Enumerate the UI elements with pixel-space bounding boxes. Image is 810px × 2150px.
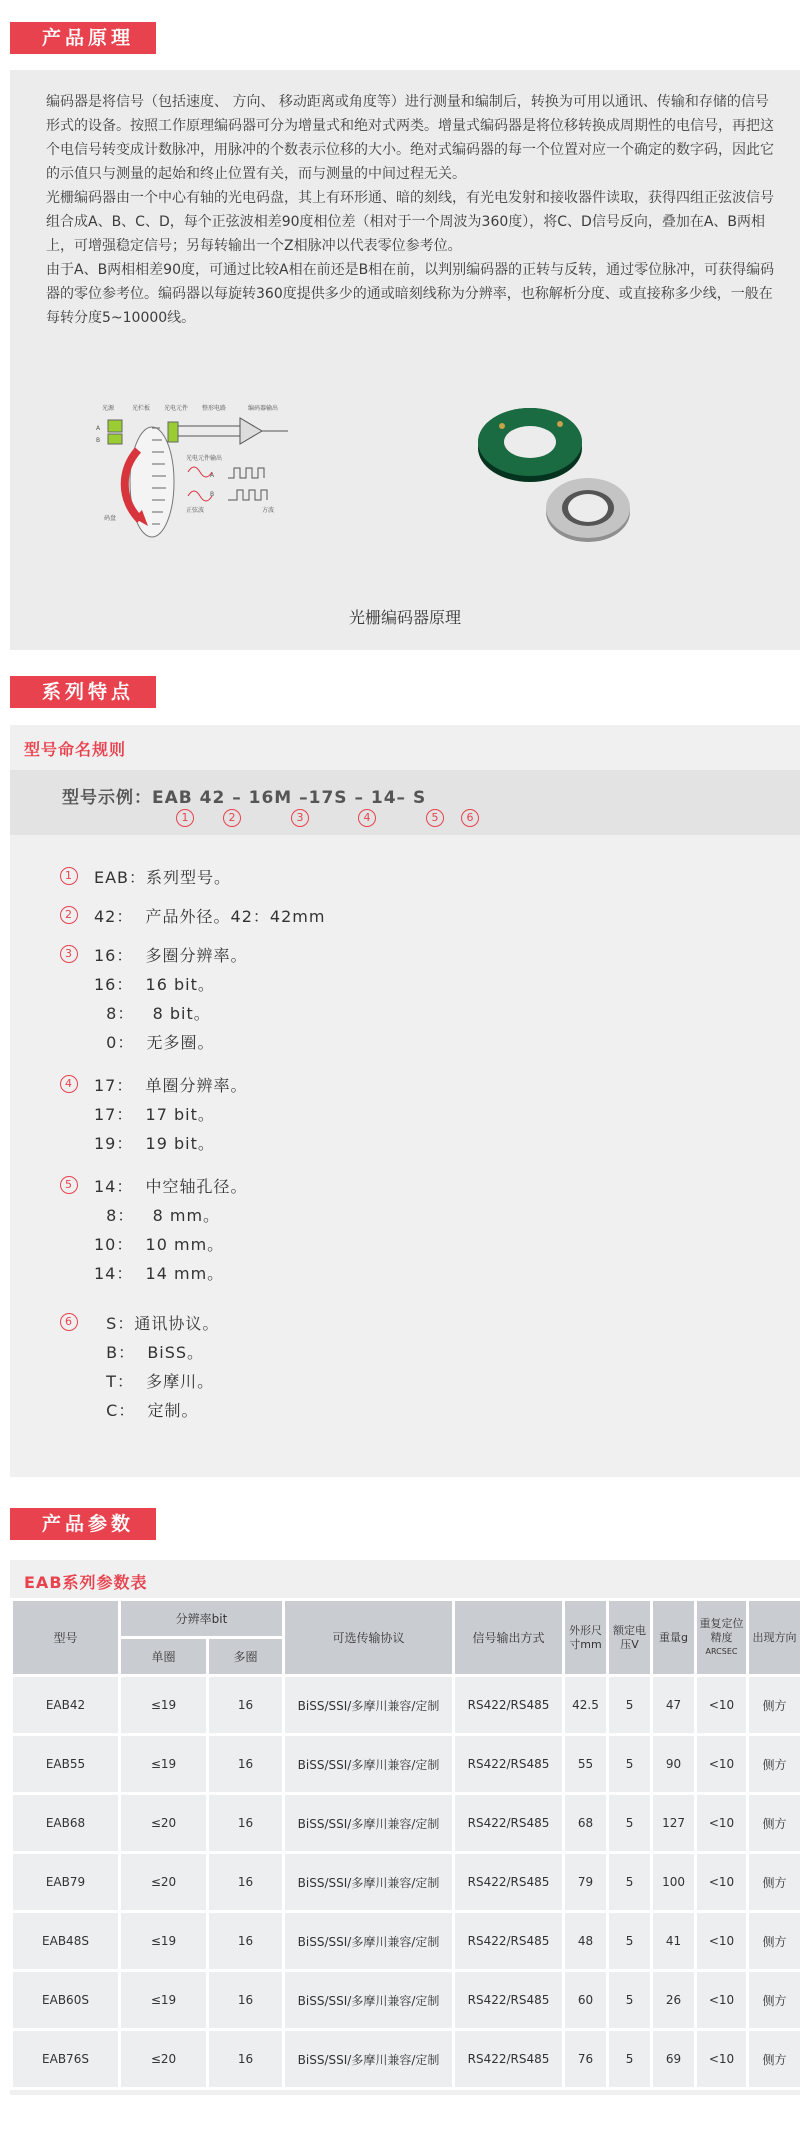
cell-weight: 26: [652, 1971, 696, 2030]
cell-single: ≤19: [120, 1912, 208, 1971]
cell-signal: RS422/RS485: [454, 1853, 564, 1912]
diagram-label: 光电元件输出: [186, 455, 223, 462]
rule-text: 10： 10 mm。: [94, 1235, 225, 1254]
diagram-label: B: [210, 491, 215, 498]
diagram-label: 正弦波: [186, 507, 205, 514]
header-size: 外形尺寸mm: [564, 1600, 608, 1676]
diagram-label: A: [210, 472, 215, 479]
rule-mark: 4: [60, 1075, 78, 1093]
cell-voltage: 5: [608, 1794, 652, 1853]
params-table-body: [12, 1676, 802, 2089]
cell-accuracy: <10: [696, 1912, 748, 1971]
cell-size: 48: [564, 1912, 608, 1971]
rule-mark: 3: [60, 945, 78, 963]
section-heading-principle: 产品原理: [10, 22, 156, 54]
table-row: [12, 1676, 802, 1735]
naming-rule-title: 型号命名规则: [24, 740, 127, 759]
example-code: EAB 42 – 16M –17S – 14– S: [152, 788, 427, 808]
table-row: [12, 2030, 802, 2089]
square-wave: [228, 490, 267, 500]
rule-text: C： 定制。: [94, 1401, 199, 1420]
diagram-label: 整形电路: [202, 405, 227, 412]
cell-model: EAB60S: [12, 1971, 120, 2030]
cell-direction: 侧方: [748, 2030, 802, 2089]
rule-text: 16： 多圈分辨率。: [94, 946, 248, 965]
rule-text: 14： 中空轴孔径。: [94, 1177, 248, 1196]
diagram-label: A: [96, 425, 101, 432]
header-resolution: 分辨率bit: [120, 1600, 284, 1638]
rule-text: 17： 17 bit。: [94, 1105, 215, 1124]
cell-size: 68: [564, 1794, 608, 1853]
rule-text: 14： 14 mm。: [94, 1264, 225, 1283]
cell-signal: RS422/RS485: [454, 2030, 564, 2089]
cell-weight: 127: [652, 1794, 696, 1853]
section-heading-features: 系列特点: [10, 676, 156, 708]
cell-model: EAB48S: [12, 1912, 120, 1971]
header-single: 单圈: [120, 1638, 208, 1676]
cell-voltage: 5: [608, 1735, 652, 1794]
cell-voltage: 5: [608, 1971, 652, 2030]
example-mark: 1: [176, 809, 194, 827]
example-mark: 4: [358, 809, 376, 827]
sine-wave: [188, 467, 212, 477]
diagram-label: 光电元件: [164, 405, 189, 412]
cell-model: EAB76S: [12, 2030, 120, 2089]
diagram-label: 编码器输出: [248, 405, 279, 412]
cell-protocol: BiSS/SSI/多摩川兼容/定制: [284, 2030, 454, 2089]
cell-size: 79: [564, 1853, 608, 1912]
principle-text: [46, 90, 776, 330]
rule-text: T： 多摩川。: [94, 1372, 215, 1391]
params-table-title: EAB系列参数表: [24, 1573, 148, 1592]
cell-multi: 16: [208, 1735, 284, 1794]
cell-weight: 41: [652, 1912, 696, 1971]
cell-multi: 16: [208, 1853, 284, 1912]
cell-signal: RS422/RS485: [454, 1676, 564, 1735]
cell-weight: 69: [652, 2030, 696, 2089]
rule-text: B： BiSS。: [94, 1343, 205, 1362]
table-row: [12, 1971, 802, 2030]
table-row: [12, 1912, 802, 1971]
cell-protocol: BiSS/SSI/多摩川兼容/定制: [284, 1735, 454, 1794]
cell-protocol: BiSS/SSI/多摩川兼容/定制: [284, 1794, 454, 1853]
cell-multi: 16: [208, 1971, 284, 2030]
rule-mark: 6: [60, 1313, 78, 1331]
cell-accuracy: <10: [696, 1794, 748, 1853]
rule-text: EAB：系列型号。: [94, 868, 232, 887]
model-example: [62, 783, 426, 808]
header-accuracy-unit: ARCSEC: [705, 1646, 738, 1656]
table-row: [12, 1735, 802, 1794]
cell-protocol: BiSS/SSI/多摩川兼容/定制: [284, 1676, 454, 1735]
cell-accuracy: <10: [696, 1971, 748, 2030]
params-panel: [10, 1560, 800, 2095]
example-mark: 2: [223, 809, 241, 827]
header-model: 型号: [12, 1600, 120, 1676]
cell-size: 60: [564, 1971, 608, 2030]
cell-accuracy: <10: [696, 1735, 748, 1794]
cell-model: EAB79: [12, 1853, 120, 1912]
header-signal: 信号输出方式: [454, 1600, 564, 1676]
cell-single: ≤19: [120, 1971, 208, 2030]
rule-mark: 5: [60, 1176, 78, 1194]
principle-paragraph: 光栅编码器由一个中心有轴的光电码盘，其上有环形通、暗的刻线，有光电发射和接收器件读取，获得四组正弦波信号组合成A、B、C、D，每个正弦波相差90度相位差（相对于一个周波为360度），将C、D信号反向，叠加在A、B两相上，可增强稳定信号；另每转输出一个Z相脉冲以代表零位参考位。: [46, 190, 774, 254]
cell-direction: 侧方: [748, 1971, 802, 2030]
diagram-label: 光栏板: [132, 405, 151, 412]
rule-text: 16： 16 bit。: [94, 975, 215, 994]
cell-weight: 90: [652, 1735, 696, 1794]
cell-signal: RS422/RS485: [454, 1971, 564, 2030]
sine-wave: [188, 491, 215, 501]
cell-accuracy: <10: [696, 2030, 748, 2089]
cell-single: ≤20: [120, 1794, 208, 1853]
shaping-circuit: [240, 418, 262, 444]
cell-model: EAB55: [12, 1735, 120, 1794]
cell-accuracy: <10: [696, 1676, 748, 1735]
principle-paragraph: 由于A、B两相相差90度，可通过比较A相在前还是B相在前，以判别编码器的正转与反转，通过零位脉冲，可获得编码器的零位参考位。编码器以每旋转360度提供多少的通或暗刻线称为分辨率，也称解析分度、或直接称多少线，一般在每转分度5~10000线。: [46, 262, 775, 326]
cell-multi: 16: [208, 1912, 284, 1971]
cell-direction: 侧方: [748, 1676, 802, 1735]
cell-signal: RS422/RS485: [454, 1912, 564, 1971]
cell-multi: 16: [208, 1676, 284, 1735]
cell-size: 76: [564, 2030, 608, 2089]
table-row: [12, 1794, 802, 1853]
rule-text: 19： 19 bit。: [94, 1134, 215, 1153]
example-mark: 5: [426, 809, 444, 827]
header-direction: 出现方向: [748, 1600, 802, 1676]
cell-signal: RS422/RS485: [454, 1735, 564, 1794]
cell-protocol: BiSS/SSI/多摩川兼容/定制: [284, 1912, 454, 1971]
diagram-label: B: [96, 437, 101, 444]
rule-text: 8： 8 bit。: [94, 1004, 211, 1023]
rule-text: 42： 产品外径。42：42mm: [94, 907, 326, 926]
cell-voltage: 5: [608, 2030, 652, 2089]
cell-multi: 16: [208, 2030, 284, 2089]
cell-signal: RS422/RS485: [454, 1794, 564, 1853]
cell-protocol: BiSS/SSI/多摩川兼容/定制: [284, 1971, 454, 2030]
header-accuracy-label: 重复定位精度: [699, 1616, 744, 1644]
params-table: [10, 1598, 803, 2090]
cell-direction: 侧方: [748, 1853, 802, 1912]
header-weight: 重量g: [652, 1600, 696, 1676]
principle-paragraph: 编码器是将信号（包括速度、 方向、 移动距离或角度等）进行测量和编制后，转换为可用以通讯、传输和存储的信号形式的设备。按照工作原理编码器可分为增量式和绝对式两类。增量式编码器是将位移转换成周期性的电信号，再把这个电信号转变成计数脉冲，用脉冲的个数表示位移的大小。绝对式编码器的每一个位置对应一个确定的数字码，因此它的示值只与测量的起始和终止位置有关，而与测量的中间过程无关。: [46, 94, 774, 182]
rule-text: 17： 单圈分辨率。: [94, 1076, 248, 1095]
header-accuracy: [696, 1600, 748, 1676]
cell-direction: 侧方: [748, 1794, 802, 1853]
cell-direction: 侧方: [748, 1735, 802, 1794]
cell-size: 42.5: [564, 1676, 608, 1735]
cell-voltage: 5: [608, 1912, 652, 1971]
cell-size: 55: [564, 1735, 608, 1794]
principle-panel: [10, 70, 800, 650]
rule-mark: 1: [60, 867, 78, 885]
cell-voltage: 5: [608, 1676, 652, 1735]
encoder-product-photo: [470, 400, 640, 550]
square-wave: [228, 468, 264, 478]
diagram-label: 光源: [102, 405, 115, 412]
table-row: [12, 1853, 802, 1912]
cell-weight: 47: [652, 1676, 696, 1735]
header-protocol: 可选传输协议: [284, 1600, 454, 1676]
cell-single: ≤20: [120, 1853, 208, 1912]
diagram-label: 方波: [262, 507, 275, 514]
grating-encoder-diagram: [90, 400, 390, 550]
header-voltage: 额定电压V: [608, 1600, 652, 1676]
header-multi: 多圈: [208, 1638, 284, 1676]
cell-direction: 侧方: [748, 1912, 802, 1971]
cell-multi: 16: [208, 1794, 284, 1853]
section-heading-params: 产品参数: [10, 1508, 156, 1540]
features-panel: [10, 725, 800, 1477]
diagram-label: 码盘: [104, 515, 117, 522]
cell-protocol: BiSS/SSI/多摩川兼容/定制: [284, 1853, 454, 1912]
cell-single: ≤19: [120, 1676, 208, 1735]
cell-weight: 100: [652, 1853, 696, 1912]
cell-single: ≤20: [120, 2030, 208, 2089]
rule-mark: 2: [60, 906, 78, 924]
cell-model: EAB42: [12, 1676, 120, 1735]
cell-model: EAB68: [12, 1794, 120, 1853]
rule-text: S：通讯协议。: [94, 1314, 220, 1333]
rule-text: 0： 无多圈。: [94, 1033, 215, 1052]
example-label: 型号示例：: [62, 788, 152, 808]
cell-accuracy: <10: [696, 1853, 748, 1912]
cell-voltage: 5: [608, 1853, 652, 1912]
diagram-caption: 光栅编码器原理: [348, 608, 461, 627]
rule-text: 8： 8 mm。: [94, 1206, 221, 1225]
light-source: [108, 420, 122, 432]
cell-single: ≤19: [120, 1735, 208, 1794]
example-mark: 3: [291, 809, 309, 827]
example-mark: 6: [461, 809, 479, 827]
